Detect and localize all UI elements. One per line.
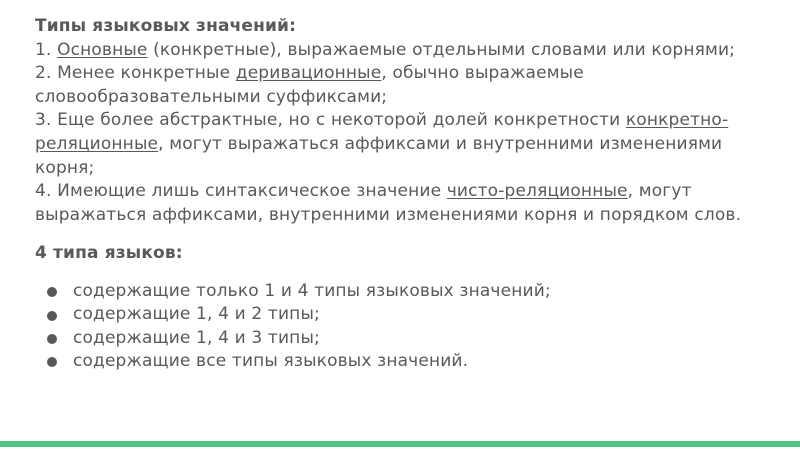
term-underlined: деривационные xyxy=(235,63,382,84)
item-prefix: 3. Еще более абстрактные, но с некоторой долей конкретности xyxy=(35,110,626,131)
bullet-dot-icon xyxy=(47,357,57,367)
slide-content xyxy=(35,15,785,373)
term-underlined: чисто-реляционные xyxy=(446,181,628,202)
list-item-text: содержащие только 1 и 4 типы языковых значений; xyxy=(73,280,551,301)
list-item xyxy=(35,280,785,303)
item-prefix: 4. Имеющие лишь синтаксическое значение xyxy=(35,181,447,202)
list-item xyxy=(35,327,785,350)
bullet-dot-icon xyxy=(47,287,57,297)
item-prefix: 1. xyxy=(35,39,58,60)
meaning-item-3 xyxy=(35,109,785,180)
item-suffix: , обычно выражаемые словообразовательными суффиксами; xyxy=(35,63,584,107)
list-item xyxy=(35,350,785,373)
language-types-list xyxy=(35,280,785,373)
meaning-item-1 xyxy=(35,39,785,63)
heading-language-types: 4 типа языков: xyxy=(35,243,183,264)
term-underlined: конкретно-реляционные xyxy=(35,110,729,154)
bullet-dot-icon xyxy=(47,311,57,321)
bullet-dot-icon xyxy=(47,334,57,344)
list-item xyxy=(35,303,785,326)
list-item-text: содержащие 1, 4 и 3 типы; xyxy=(73,327,320,348)
heading-language-meanings: Типы языковых значений: xyxy=(35,16,297,36)
list-item-text: содержащие все типы языковых значений. xyxy=(73,350,469,371)
item-suffix: , могут выражаться аффиксами, внутренними изменениями корня и порядком слов. xyxy=(35,181,742,225)
term-underlined: Основные xyxy=(57,39,148,60)
meaning-item-2 xyxy=(35,62,785,109)
meaning-item-4 xyxy=(35,180,785,227)
accent-bar xyxy=(0,441,800,447)
item-suffix: (конкретные), выражаемые отдельными словами или корнями; xyxy=(147,39,736,60)
item-suffix: , могут выражаться аффиксами и внутренними изменениями корня; xyxy=(35,133,723,178)
item-prefix: 2. Менее конкретные xyxy=(35,63,236,84)
list-item-text: содержащие 1, 4 и 2 типы; xyxy=(73,304,320,325)
